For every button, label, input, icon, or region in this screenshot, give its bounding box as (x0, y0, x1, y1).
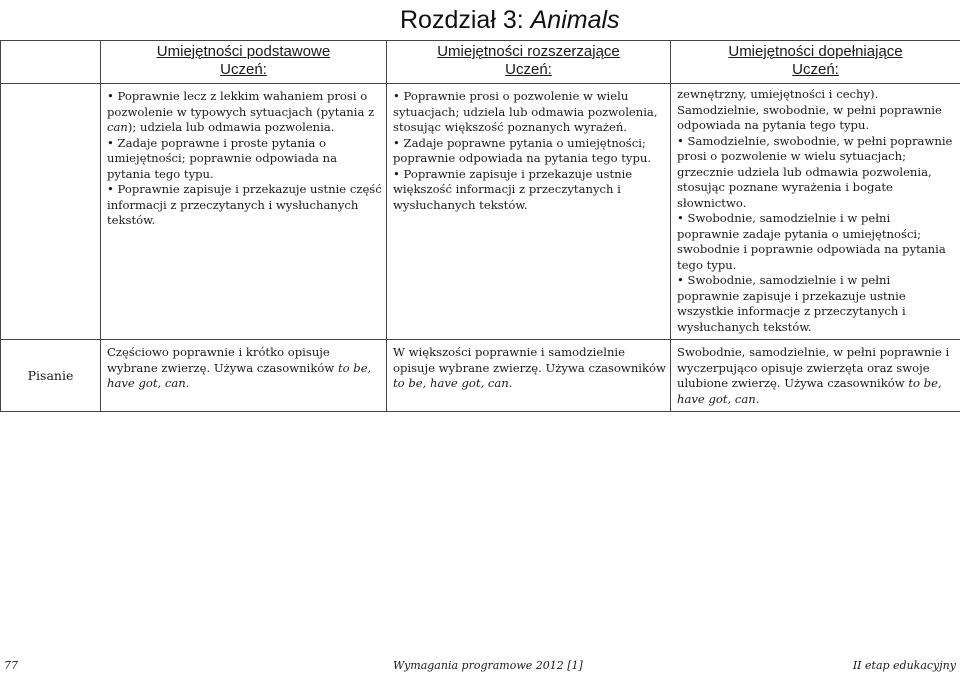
pisanie-row (1, 340, 960, 412)
list-item: • Poprawnie prosi o pozwolenie w wielu sytuacjach; udziela lub odmawia pozwolenia, stosując większość poznanych wyrażeń. (393, 89, 666, 136)
complementary-skills-cell (671, 84, 960, 340)
column-subheading: Uczeń: (792, 61, 839, 78)
pisanie-basic-cell (101, 340, 387, 412)
skills-row (1, 84, 960, 340)
column-header-extended (387, 41, 671, 84)
requirements-table (0, 40, 960, 412)
cell-text: Częściowo poprawnie i krótko opisuje wybrane zwierzę. Używa czasowników to be, have got, can. (107, 345, 372, 390)
column-header-complementary (671, 41, 960, 84)
header-row (1, 41, 960, 84)
column-heading: Umiejętności rozszerzające (437, 43, 620, 60)
list-item: • Zadaje poprawne i proste pytania o umiejętności; poprawnie odpowiada na pytania tego typu. (107, 136, 382, 183)
header-empty-cell (1, 41, 101, 84)
title-prefix: Rozdział 3: (400, 6, 531, 34)
column-header-basic (101, 41, 387, 84)
column-heading: Umiejętności podstawowe (156, 43, 331, 60)
title-italic: Animals (530, 6, 620, 34)
list-item: • Poprawnie lecz z lekkim wahaniem prosi o pozwolenie w typowych sytuacjach (pytania z can); udziela lub odmawia pozwolenia. (107, 89, 382, 136)
cell-text: W większości poprawnie i samodzielnie opisuje wybrane zwierzę. Używa czasowników to be, have got, can. (393, 345, 666, 390)
row-label-empty (1, 84, 101, 340)
row-label-pisanie: Pisanie (1, 340, 101, 412)
list-item: • Poprawnie zapisuje i przekazuje ustnie większość informacji z przeczytanych i wysłuchanych tekstów. (393, 167, 666, 214)
cell-text: Swobodnie, samodzielnie, w pełni poprawnie i wyczerpująco opisuje zwierzęta oraz swoje ulubione zwierzę. Używa czasowników to be, have got, can. (677, 345, 950, 406)
column-heading: Umiejętności dopełniające (728, 43, 903, 60)
column-subheading: Uczeń: (505, 61, 552, 78)
continued-text: zewnętrzny, umiejętności i cechy). Samodzielnie, swobodnie, w pełni poprawnie odpowiada na pytania tego typu. (677, 87, 942, 132)
basic-skills-cell (101, 84, 387, 340)
footer-page-number: 77 (4, 659, 18, 672)
list-item: • Zadaje poprawne pytania o umiejętności; poprawnie odpowiada na pytania tego typu. (393, 136, 666, 167)
footer-center-text: Wymagania programowe 2012 [1] (393, 659, 583, 672)
list-item: • Poprawnie zapisuje i przekazuje ustnie część informacji z przeczytanych i wysłuchanych tekstów. (107, 182, 382, 229)
extended-skills-cell (387, 84, 671, 340)
column-subheading: Uczeń: (220, 61, 267, 78)
pisanie-extended-cell (387, 340, 671, 412)
list-item: • Swobodnie, samodzielnie i w pełni poprawnie zadaje pytania o umiejętności; swobodnie i poprawnie odpowiada na pytania tego typu. (677, 211, 956, 273)
list-item: • Swobodnie, samodzielnie i w pełni poprawnie zapisuje i przekazuje ustnie wszystkie informacje z przeczytanych i wysłuchanych tekstów. (677, 273, 956, 335)
list-item: • Samodzielnie, swobodnie, w pełni poprawnie prosi o pozwolenie w wielu sytuacjach; grzecznie udziela lub odmawia pozwolenia, stosując poznane wyrażenia i bogate słownictwo. (677, 134, 956, 212)
footer-right-text: II etap edukacyjny (852, 659, 956, 672)
pisanie-complementary-cell (671, 340, 960, 412)
page-title (400, 6, 660, 35)
